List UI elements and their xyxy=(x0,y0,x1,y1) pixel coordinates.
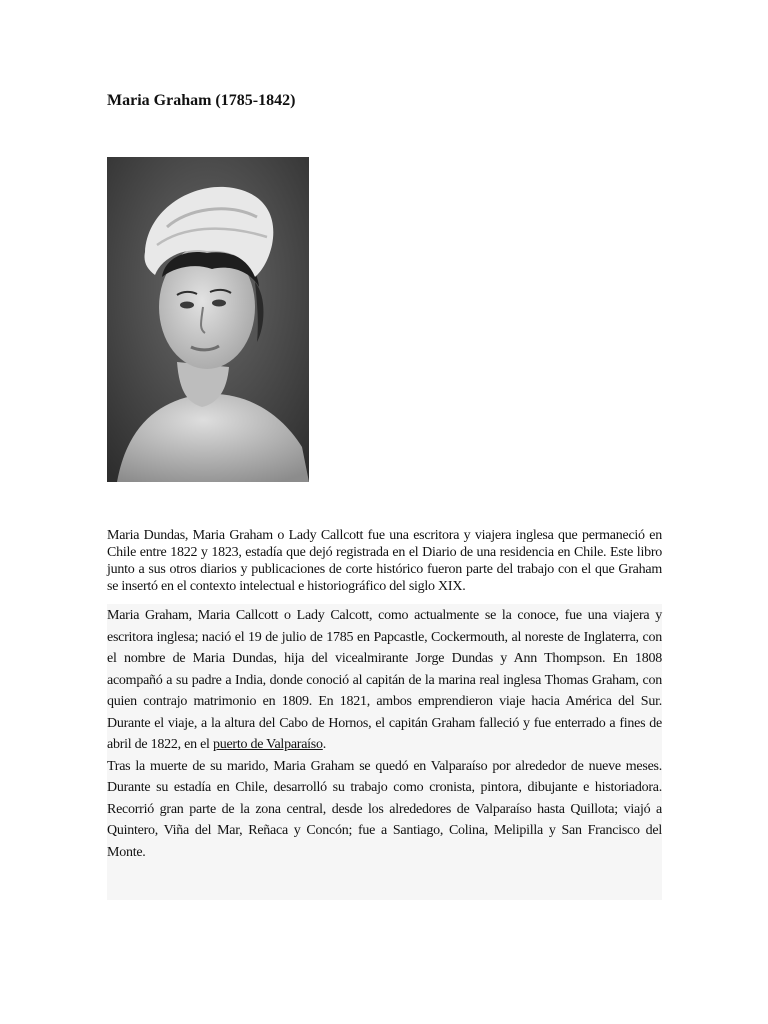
intro-paragraph: Maria Dundas, Maria Graham o Lady Callcott fue una escritora y viajera inglesa que permaneció en Chile entre 1822 y 1823, estadía que dejó registrada en el Diario de una residencia en Chile. Este libro junto a sus otros diarios y publicaciones de corte histórico fueron parte del trabajo con el que Graham se insertó en el contexto intelectual e historiográfico del siglo XIX. xyxy=(107,528,662,594)
portrait-image xyxy=(107,157,309,482)
biography-paragraph-2: Tras la muerte de su marido, Maria Graham se quedó en Valparaíso por alrededor de nueve meses. Durante su estadía en Chile, desarrolló su trabajo como cronista, pintora, dibujante e historiadora. Recorrió gran parte de la zona central, desde los alrededores de Valparaíso hasta Quillota; viajó a Quintero, Viña del Mar, Reñaca y Concón; fue a Santiago, Colina, Melipilla y San Francisco del Monte. xyxy=(107,758,662,860)
biography-section xyxy=(107,604,662,900)
biography-period: . xyxy=(322,737,327,752)
page-title: Maria Graham (1785-1842) xyxy=(107,92,296,109)
portrait-drawing xyxy=(107,157,309,482)
valparaiso-port-link[interactable]: puerto de Valparaíso xyxy=(212,737,323,752)
biography-paragraph-1 xyxy=(107,604,662,756)
biography-text-1: Maria Graham, Maria Callcott o Lady Calcott, como actualmente se la conoce, fue una viajera y escritora inglesa; nació el 19 de julio de 1785 en Papcastle, Cockermouth, al noreste de Inglaterra, con el nombre de Maria Dundas, hija del vicealmirante Jorge Dundas y Ann Thompson. En 1808 acompañó a su padre a India, donde conoció al capitán de la marina real inglesa Thomas Graham, con quien contrajo matrimonio en 1809. En 1821, ambos emprendieron viaje hacia América del Sur. Durante el viaje, a la altura del Cabo de Hornos, el capitán Graham falleció y fue enterrado a fines de abril de 1822, en el xyxy=(107,608,662,752)
